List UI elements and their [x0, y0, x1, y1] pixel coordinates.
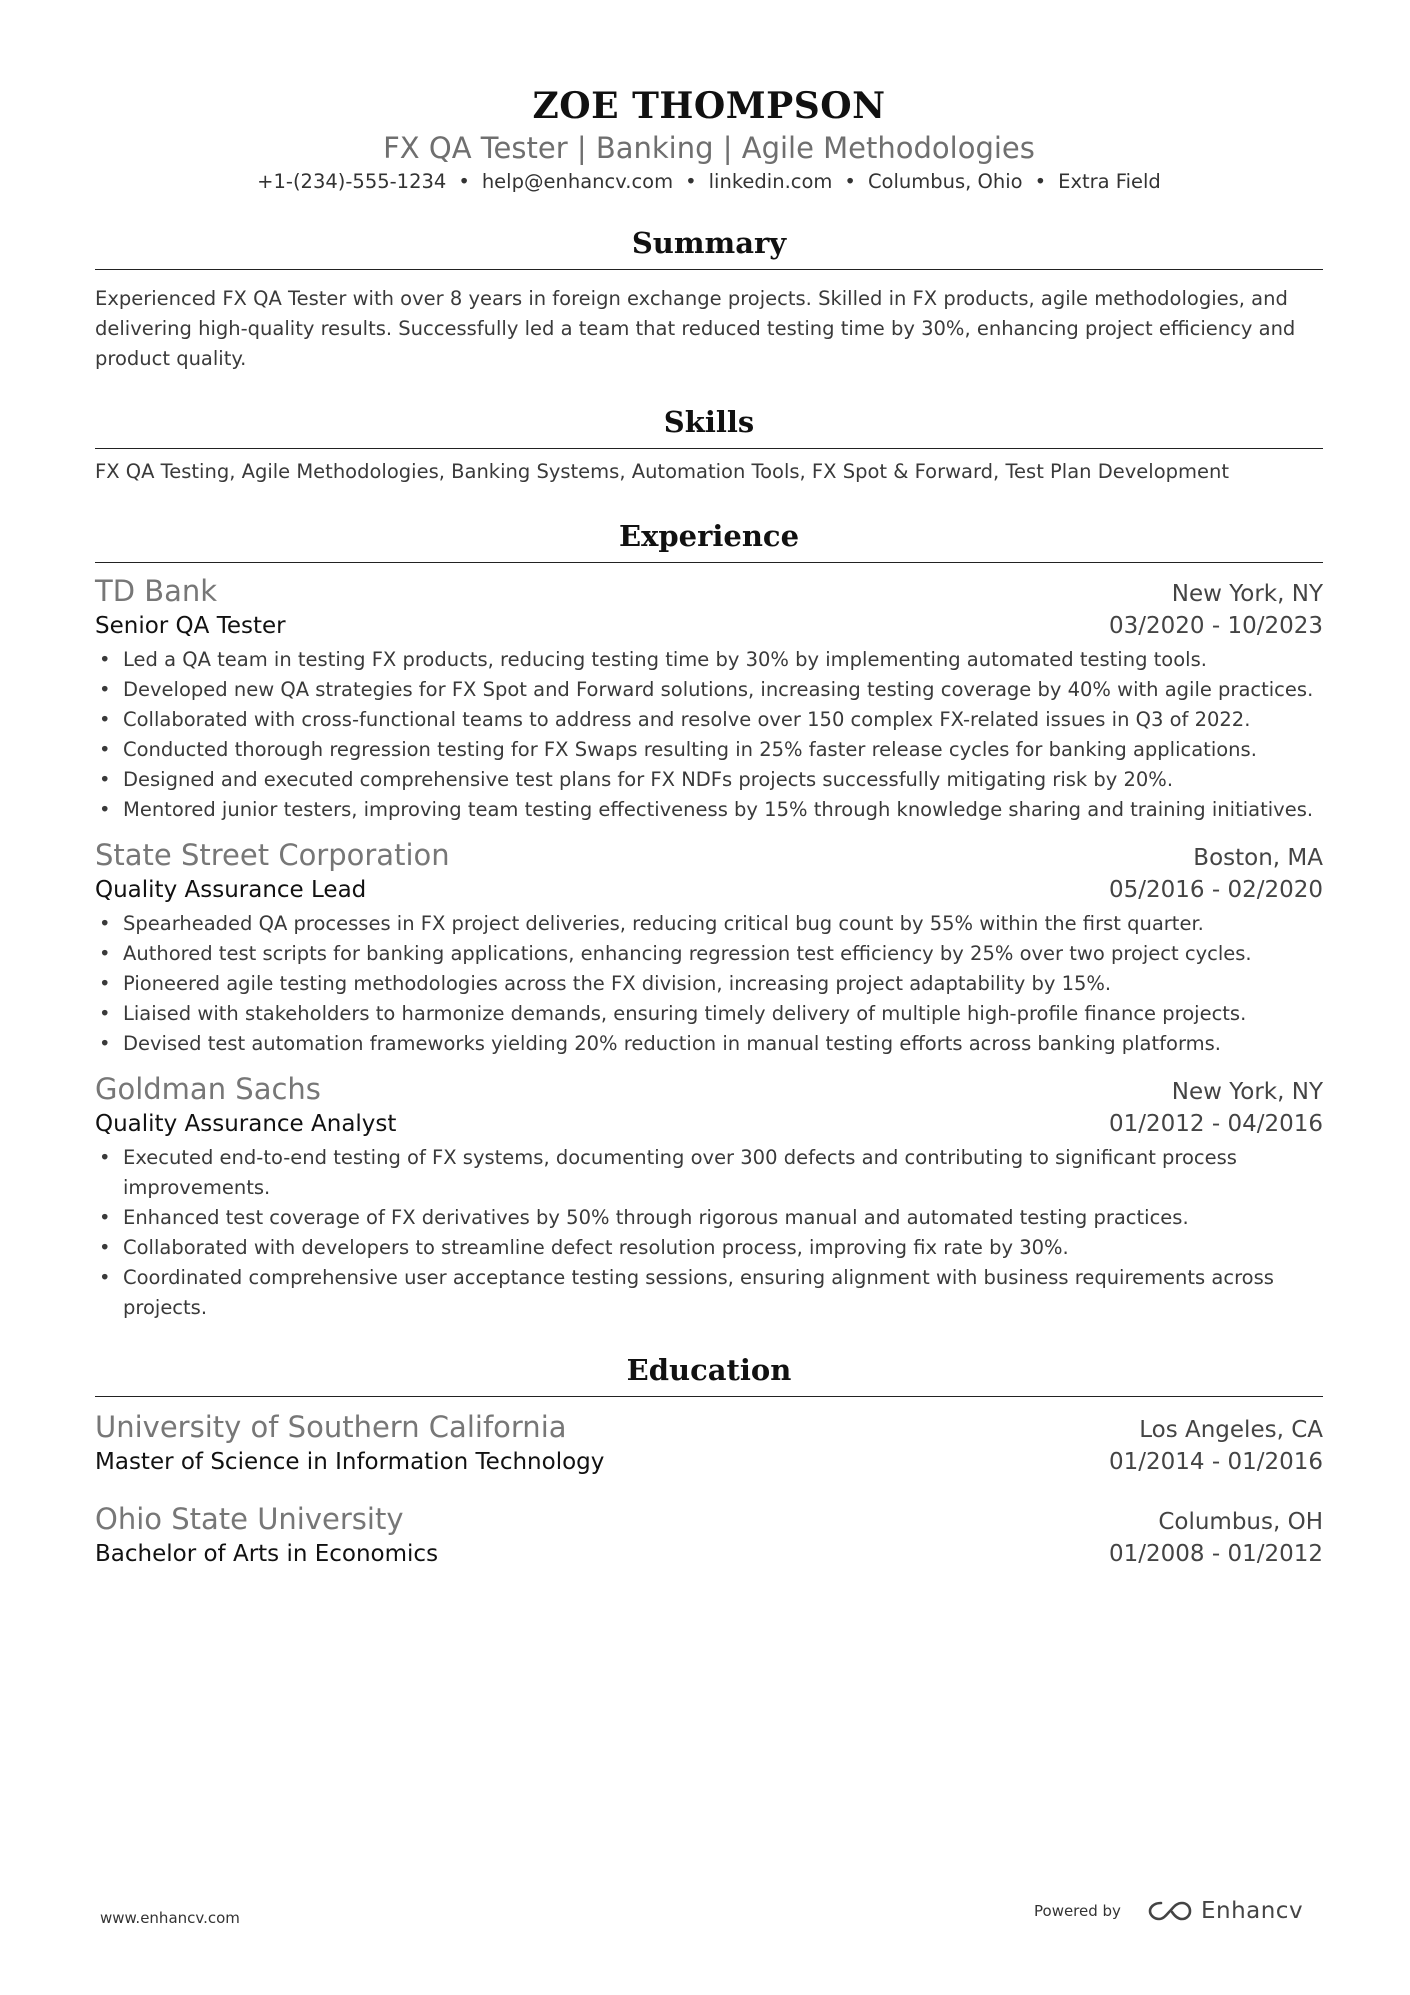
company-name: Goldman Sachs: [95, 1072, 321, 1106]
job-title: Senior QA Tester: [95, 613, 286, 639]
contact-extra: Extra Field: [1058, 170, 1161, 193]
education-entry: [95, 1409, 1323, 1479]
separator-dot: •: [685, 170, 697, 193]
achievement-list: [95, 909, 1323, 1059]
achievement-item: • Devised test automation frameworks yielding 20% reduction in manual testing efforts across banking platforms.: [95, 1029, 1323, 1059]
achievement-item: • Developed new QA strategies for FX Spot and Forward solutions, increasing testing coverage by 40% with agile practices.: [95, 675, 1323, 705]
experience-entry: [95, 1071, 1323, 1323]
achievement-item: • Coordinated comprehensive user acceptance testing sessions, ensuring alignment with business requirements across projects.: [95, 1263, 1323, 1323]
enhancv-logo-icon: [1147, 1899, 1193, 1923]
summary-section: [95, 223, 1323, 374]
experience-entry: [95, 573, 1323, 825]
school-location: Los Angeles, CA: [1139, 1417, 1323, 1443]
company-name: TD Bank: [95, 574, 218, 608]
achievement-list: [95, 1143, 1323, 1323]
education-dates: 01/2014 - 01/2016: [1108, 1449, 1323, 1475]
experience-heading: Experience: [95, 516, 1323, 563]
contact-phone[interactable]: +1-(234)-555-1234: [257, 170, 447, 193]
job-location: Boston, MA: [1193, 845, 1323, 871]
resume-page: [95, 84, 1323, 1571]
achievement-item: • Spearheaded QA processes in FX project deliveries, reducing critical bug count by 55% within the first quarter.: [95, 909, 1323, 939]
footer-branding[interactable]: [1034, 1898, 1303, 1924]
job-dates: 05/2016 - 02/2020: [1108, 877, 1323, 903]
experience-entry: [95, 837, 1323, 1059]
education-heading: Education: [95, 1350, 1323, 1397]
separator-dot: •: [844, 170, 856, 193]
education-section: [95, 1350, 1323, 1571]
contact-location: Columbus, Ohio: [867, 170, 1023, 193]
skills-section: [95, 402, 1323, 487]
company-name: State Street Corporation: [95, 838, 450, 872]
job-title: Quality Assurance Lead: [95, 877, 367, 903]
experience-section: [95, 516, 1323, 1323]
powered-by-label: Powered by: [1034, 1902, 1121, 1920]
separator-dot: •: [458, 170, 470, 193]
achievement-item: • Collaborated with cross-functional teams to address and resolve over 150 complex FX-related issues in Q3 of 2022.: [95, 705, 1323, 735]
education-entry: [95, 1501, 1323, 1571]
achievement-item: • Conducted thorough regression testing for FX Swaps resulting in 25% faster release cycles for banking applications.: [95, 735, 1323, 765]
brand-name: Enhancv: [1200, 1898, 1304, 1924]
achievement-item: • Enhanced test coverage of FX derivatives by 50% through rigorous manual and automated testing practices.: [95, 1203, 1323, 1233]
skills-text: FX QA Testing, Agile Methodologies, Banking Systems, Automation Tools, FX Spot & Forward, Test Plan Development: [95, 460, 1230, 483]
achievement-item: • Executed end-to-end testing of FX systems, documenting over 300 defects and contributing to significant process improvements.: [95, 1143, 1323, 1203]
skills-heading: Skills: [95, 402, 1323, 449]
achievement-list: [95, 645, 1323, 825]
summary-text: Experienced FX QA Tester with over 8 years in foreign exchange projects. Skilled in FX products, agile methodologies, and delivering high-quality results. Successfully led a team that reduced testing time by 30%, enhancing project efficiency and product quality.: [95, 287, 1296, 370]
school-location: Columbus, OH: [1158, 1509, 1323, 1535]
achievement-item: • Liaised with stakeholders to harmonize demands, ensuring timely delivery of multiple high-profile finance projects.: [95, 999, 1323, 1029]
enhancv-logo: [1147, 1898, 1303, 1924]
headline: FX QA Tester | Banking | Agile Methodologies: [383, 131, 1035, 165]
achievement-item: • Authored test scripts for banking applications, enhancing regression test efficiency by 25% over two project cycles.: [95, 939, 1323, 969]
job-dates: 03/2020 - 10/2023: [1108, 613, 1323, 639]
summary-heading: Summary: [95, 223, 1323, 270]
separator-dot: •: [1034, 170, 1047, 193]
degree-name: Bachelor of Arts in Economics: [95, 1541, 439, 1567]
contact-email[interactable]: help@enhancv.com: [481, 170, 674, 193]
job-location: New York, NY: [1171, 1079, 1323, 1105]
job-dates: 01/2012 - 04/2016: [1108, 1111, 1323, 1137]
job-title: Quality Assurance Analyst: [95, 1111, 397, 1137]
footer-website[interactable]: www.enhancv.com: [100, 1909, 240, 1927]
school-name: University of Southern California: [95, 1410, 567, 1444]
education-dates: 01/2008 - 01/2012: [1108, 1541, 1323, 1567]
job-location: New York, NY: [1171, 581, 1323, 607]
candidate-name: ZOE THOMPSON: [532, 85, 886, 127]
degree-name: Master of Science in Information Technology: [95, 1449, 605, 1475]
achievement-item: • Designed and executed comprehensive test plans for FX NDFs projects successfully mitigating risk by 20%.: [95, 765, 1323, 795]
contact-linkedin[interactable]: linkedin.com: [708, 170, 833, 193]
achievement-item: • Led a QA team in testing FX products, reducing testing time by 30% by implementing automated testing tools.: [95, 645, 1323, 675]
achievement-item: • Collaborated with developers to streamline defect resolution process, improving fix rate by 30%.: [95, 1233, 1323, 1263]
contact-line: [95, 168, 1323, 196]
achievement-item: • Mentored junior testers, improving team testing effectiveness by 15% through knowledge sharing and training initiatives.: [95, 795, 1323, 825]
achievement-item: • Pioneered agile testing methodologies across the FX division, increasing project adaptability by 15%.: [95, 969, 1323, 999]
school-name: Ohio State University: [95, 1502, 404, 1536]
